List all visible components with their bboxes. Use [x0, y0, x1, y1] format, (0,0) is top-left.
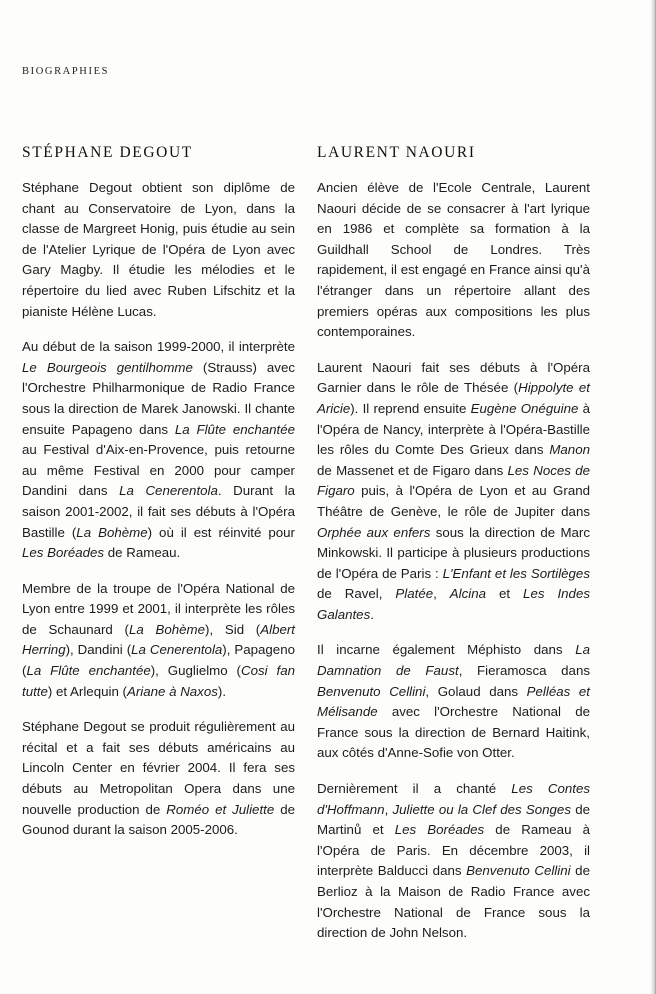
artist-name: STÉPHANE DEGOUT: [22, 144, 193, 161]
biography-paragraph: [317, 779, 590, 944]
biography-paragraph: [22, 717, 295, 841]
biography-paragraph: [22, 337, 295, 564]
text-run: .: [370, 606, 374, 622]
text-run: Stéphane Degout obtient son diplôme de chant au Conservatoire de Lyon, dans la classe de Margreet Honig, puis étudie au sein de l'Atelier Lyrique de l'Opéra de Lyon avec Gary Magby. Il étudie les mélodies et le répertoire du lied avec Ruben Lifschitz et la pianiste Hélène Lucas.: [22, 180, 295, 319]
text-run: . Durant la saison 2001-2002, il fait ses débuts à l'Opéra Bastille (: [22, 483, 295, 540]
work-title: La Bohème: [128, 621, 206, 637]
artist-name: LAURENT NAOURI: [317, 144, 476, 161]
text-run: ), Sid (: [205, 621, 261, 637]
work-title: Roméo et Juliette: [166, 801, 275, 817]
text-run: Ancien élève de l'Ecole Centrale, Laurent Naouri décide de se consacrer à l'art lyrique en 1986 et complète sa formation à la Guildhall School de Londres. Très rapidement, il est engagé en France ainsi qu'à l'étranger dans un répertoire allant des premiers opéras aux compositions les plus contemporaines.: [317, 180, 590, 340]
text-run: puis, à l'Opéra de Lyon et au Grand Théâtre de Genève, le rôle de Jupiter dans: [317, 483, 590, 519]
work-title: La Damnation de Faust: [317, 642, 590, 679]
biography-paragraph: [22, 178, 295, 322]
work-title: Benvenuto Cellini: [466, 863, 571, 879]
text-run: , Golaud dans: [425, 683, 527, 699]
text-run: de Gounod durant la saison 2005-2006.: [22, 801, 295, 838]
biography-text: [317, 178, 590, 944]
text-run: Membre de la troupe de l'Opéra National de Lyon entre 1999 et 2001, il interprète les rôles de Schaunard (: [22, 580, 295, 637]
work-title: Les Contes d'Hoffmann: [317, 781, 590, 817]
work-title: Les Noces de Figaro: [317, 462, 590, 499]
text-run: ).: [217, 683, 227, 699]
biography-column-naouri: [317, 144, 590, 959]
text-run: ,: [384, 801, 393, 817]
text-run: au Festival d'Aix-en-Provence, puis retourne au même Festival en 2000 pour camper Dandini dans: [22, 442, 295, 499]
work-title: Juliette ou la Clef des Songes: [392, 801, 571, 817]
text-run: ). Il reprend ensuite: [350, 400, 471, 416]
section-label: BIOGRAPHIES: [22, 66, 110, 77]
text-run: Au début de la saison 1999-2000, il interprète: [22, 339, 295, 355]
work-title: Hippolyte et Aricie: [317, 380, 590, 416]
biography-text: [22, 178, 295, 841]
text-run: de Martinů et: [317, 801, 590, 838]
work-title: Manon: [549, 442, 590, 458]
work-title: La Cenerentola: [119, 483, 218, 499]
text-run: sous la direction de Marc Minkowski. Il participe à plusieurs productions de l'Opéra de Paris :: [317, 524, 590, 581]
work-title: La Cenerentola: [131, 642, 223, 658]
biography-paragraph: [317, 178, 590, 343]
biography-column-degout: [22, 144, 295, 856]
text-run: ,: [433, 586, 450, 602]
text-run: de Massenet et de Figaro dans: [317, 462, 508, 478]
text-run: ) et Arlequin (: [47, 683, 127, 699]
biography-paragraph: [317, 640, 590, 764]
text-run: ), Guglielmo (: [150, 663, 241, 679]
text-run: ), Papageno (: [22, 642, 295, 679]
work-title: La Bohème: [76, 524, 148, 540]
work-title: Les Indes Galantes: [317, 586, 590, 622]
text-run: de Ravel,: [317, 586, 396, 602]
work-title: Les Boréades: [394, 822, 485, 838]
text-run: Laurent Naouri fait ses débuts à l'Opéra Garnier dans le rôle de Thésée (: [317, 359, 590, 396]
work-title: Platée: [395, 586, 434, 602]
page-edge-shadow: [650, 0, 656, 994]
text-run: Il incarne également Méphisto dans: [317, 642, 576, 658]
text-run: Dernièrement il a chanté: [317, 781, 512, 797]
work-title: Orphée aux enfers: [317, 524, 431, 540]
work-title: La Flûte enchantée: [26, 663, 151, 679]
work-title: Albert Herring: [22, 621, 295, 658]
text-run: avec l'Orchestre National de France sous la direction de Bernard Haitink, aux côtés d'Anne-Sofie von Otter.: [317, 704, 590, 761]
work-title: Les Boréades: [22, 545, 105, 561]
work-title: Eugène Onéguine: [470, 400, 579, 416]
text-run: et: [486, 586, 524, 602]
work-title: La Flûte enchantée: [174, 421, 295, 437]
text-run: de Rameau à l'Opéra de Paris. En décembre 2003, il interprète Balducci dans: [317, 822, 590, 879]
text-run: ), Dandini (: [65, 642, 132, 658]
text-run: de Rameau.: [104, 545, 181, 561]
work-title: Ariane à Naxos: [126, 683, 218, 699]
work-title: Pelléas et Mélisande: [317, 683, 590, 720]
work-title: Benvenuto Cellini: [317, 683, 426, 699]
work-title: Cosi fan tutte: [22, 663, 295, 699]
text-run: de Berlioz à la Maison de Radio France avec l'Orchestre National de France sous la direction de John Nelson.: [317, 863, 590, 941]
text-run: Stéphane Degout se produit régulièrement au récital et a fait ses débuts américains au Lincoln Center en février 2004. Il fera ses débuts au Metropolitan Opera dans une nouvelle production de: [22, 719, 295, 817]
text-run: , Fieramosca dans: [458, 663, 590, 679]
text-run: à l'Opéra de Nancy, interprète à l'Opéra-Bastille les rôles du Comte Des Grieux dans: [317, 400, 590, 458]
work-title: L'Enfant et les Sortilèges: [442, 565, 590, 581]
text-run: ) où il est réinvité pour: [147, 524, 295, 540]
work-title: Alcina: [449, 586, 487, 602]
work-title: Le Bourgeois gentilhomme: [22, 359, 193, 375]
biography-paragraph: [22, 579, 295, 703]
text-run: (Strauss) avec l'Orchestre Philharmonique de Radio France sous la direction de Marek Janowski. Il chante ensuite Papageno dans: [22, 359, 295, 437]
biography-paragraph: [317, 358, 590, 626]
